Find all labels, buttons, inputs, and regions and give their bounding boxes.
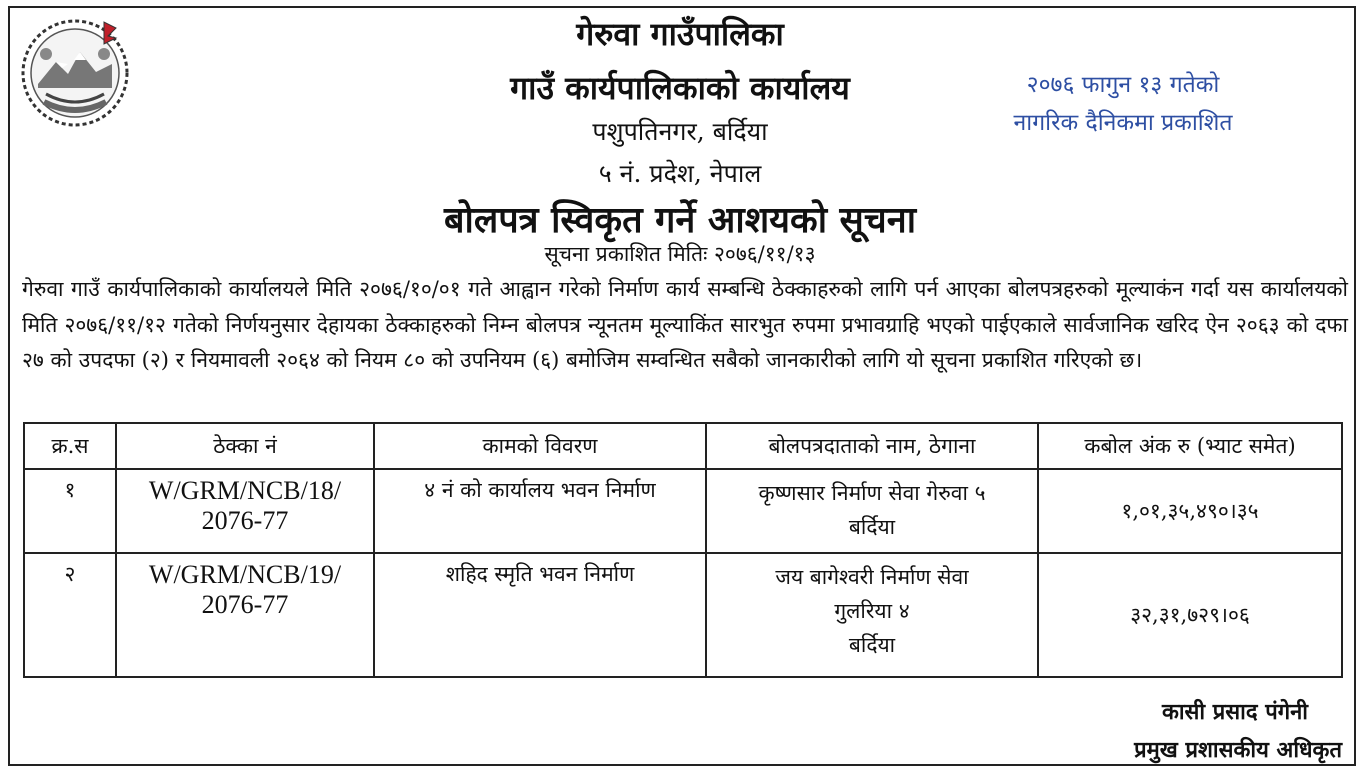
published-date: सूचना प्रकाशित मितिः २०७६/११/१३ bbox=[544, 242, 816, 266]
signatory-name: कासी प्रसाद पंगेनी bbox=[1161, 699, 1308, 725]
address-line-2: ५ नं. प्रदेश, नेपाल bbox=[598, 159, 762, 188]
office-subtitle: गाउँ कार्यपालिकाको कार्यालय bbox=[510, 69, 850, 107]
publication-note-line-1: २०७६ फागुन १३ गतेको bbox=[1026, 72, 1220, 98]
notice-title: बोलपत्र स्विकृत गर्ने आशयको सूचना bbox=[443, 199, 917, 241]
cell-sn: २ bbox=[24, 553, 116, 677]
cell-tender-no bbox=[116, 553, 374, 677]
header-bidder: बोलपत्रदाताको नाम, ठेगाना bbox=[706, 423, 1038, 469]
cell-amount: ३२,३१,७२९।०६ bbox=[1038, 553, 1342, 677]
nepal-emblem-icon bbox=[16, 14, 134, 132]
cell-work: ४ नं को कार्यालय भवन निर्माण bbox=[374, 469, 706, 553]
publication-note bbox=[948, 66, 1298, 142]
table-header-row bbox=[24, 423, 1342, 469]
cell-amount: १,०१,३५,४९०।३५ bbox=[1038, 469, 1342, 553]
header-tender-no: ठेक्का नं bbox=[116, 423, 374, 469]
cell-work: शहिद स्मृति भवन निर्माण bbox=[374, 553, 706, 677]
bidder-line-2: बर्दिया bbox=[848, 515, 896, 539]
cell-bidder bbox=[706, 553, 1038, 677]
cell-tender-no bbox=[116, 469, 374, 553]
tender-no-line-2: 2076-77 bbox=[201, 506, 289, 535]
bidder-line-2: गुलरिया ४ bbox=[834, 599, 910, 623]
tender-no-line-2: 2076-77 bbox=[201, 590, 289, 619]
header-sn: क्र.स bbox=[24, 423, 116, 469]
cell-bidder bbox=[706, 469, 1038, 553]
bidder-line-1: जय बागेश्वरी निर्माण सेवा bbox=[775, 565, 969, 589]
office-name: गेरुवा गाउँपालिका bbox=[576, 15, 784, 53]
bidder-line-3: बर्दिया bbox=[848, 633, 896, 657]
tender-no-line-1: W/GRM/NCB/18/ bbox=[148, 476, 342, 505]
tender-no-line-1: W/GRM/NCB/19/ bbox=[148, 560, 342, 589]
address-line-1: पशुपतिनगर, बर्दिया bbox=[592, 117, 768, 146]
contracts-table bbox=[23, 422, 1343, 678]
header-work: कामको विवरण bbox=[374, 423, 706, 469]
publication-note-line-2: नागरिक दैनिकमा प्रकाशित bbox=[1013, 110, 1233, 136]
header-amount: कबोल अंक रु (भ्याट समेत) bbox=[1038, 423, 1342, 469]
table-row bbox=[24, 469, 1342, 553]
cell-sn: १ bbox=[24, 469, 116, 553]
notice-body: गेरुवा गाउँ कार्यपालिकाको कार्यालयले मिति २०७६/१०/०१ गते आह्वान गरेको निर्माण कार्य सम्बन्धि ठेक्काहरुको लागि पर्न आएका बोलपत्रहरुको मूल्याकंन गर्दा यस कार्यालयको मिति २०७६/११/१२ गतेको निर्णयनुसार देहायका ठेक्काहरुको निम्न बोलपत्र न्यूनतम मूल्याकिंत सारभुत रुपमा प्रभावग्राहि भएको पाईएकाले सार्वजानिक खरिद ऐन २०६३ को दफा २७ को उपदफा (२) र नियमावली २०६४ को नियम ८० को उपनियम (६) बमोजिम सम्वन्धित सबैको जानकारीको लागि यो सूचना प्रकाशित गरिएको छ। bbox=[22, 277, 1349, 372]
bidder-line-1: कृष्णसार निर्माण सेवा गेरुवा ५ bbox=[758, 481, 986, 505]
signatory-designation: प्रमुख प्रशासकीय अधिकृत bbox=[1134, 737, 1342, 763]
table-row bbox=[24, 553, 1342, 677]
